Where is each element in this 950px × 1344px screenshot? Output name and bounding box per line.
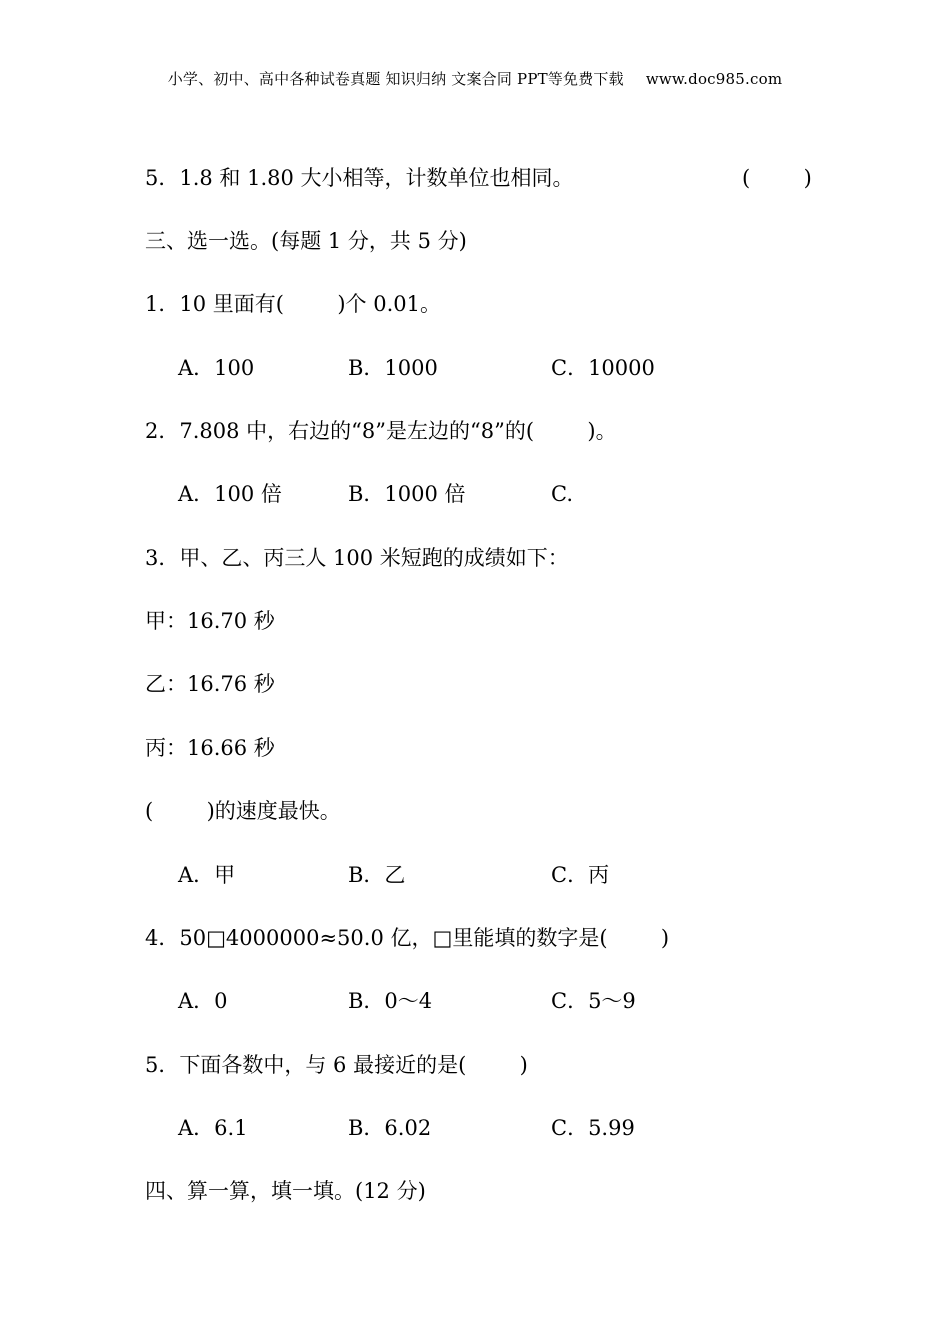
q3-option-b: B．乙 (348, 863, 406, 887)
q1-option-c: C．10000 (551, 356, 655, 380)
question-3-4: 4．50□4000000≈50.0 亿，□里能填的数字是( ) (145, 926, 670, 950)
q5-option-c: C．5.99 (551, 1116, 635, 1140)
q3-result-yi: 乙：16.76 秒 (145, 672, 275, 696)
question-3-2: 2．7.808 中，右边的“8”是左边的“8”的( )。 (145, 419, 617, 443)
q3-option-c: C．丙 (551, 863, 610, 887)
section-3-title: 三、选一选。(每题 1 分，共 5 分) (145, 229, 467, 253)
q1-option-a: A．100 (178, 356, 255, 380)
header-text: 小学、初中、高中各种试卷真题 知识归纳 文案合同 PPT等免费下载 (167, 70, 624, 88)
q3-result-bing: 丙：16.66 秒 (145, 736, 275, 760)
question-2-5: 5．1.8 和 1.80 大小相等，计数单位也相同。 (145, 166, 574, 190)
q3-ask: ( )的速度最快。 (145, 799, 341, 823)
q5-option-b: B．6.02 (348, 1116, 432, 1140)
question-3-3: 3．甲、乙、丙三人 100 米短跑的成绩如下： (145, 546, 569, 570)
page-header (0, 68, 950, 89)
q2-option-b: B．1000 倍 (348, 482, 466, 506)
question-3-5: 5．下面各数中，与 6 最接近的是( ) (145, 1053, 528, 1077)
q2-option-c: C. (551, 482, 573, 506)
section-4-title: 四、算一算，填一填。(12 分) (145, 1179, 426, 1203)
answer-blank-2-5: ( ) (742, 166, 812, 190)
q4-option-b: B．0～4 (348, 989, 433, 1013)
header-site: www.doc985.com (645, 70, 783, 88)
q3-result-jia: 甲：16.70 秒 (145, 609, 275, 633)
q4-option-a: A．0 (178, 989, 228, 1013)
q5-option-a: A．6.1 (178, 1116, 248, 1140)
q3-option-a: A．甲 (178, 863, 236, 887)
question-3-1: 1．10 里面有( )个 0.01。 (145, 292, 441, 316)
q4-option-c: C．5～9 (551, 989, 636, 1013)
q2-option-a: A．100 倍 (178, 482, 282, 506)
q1-option-b: B．1000 (348, 356, 438, 380)
